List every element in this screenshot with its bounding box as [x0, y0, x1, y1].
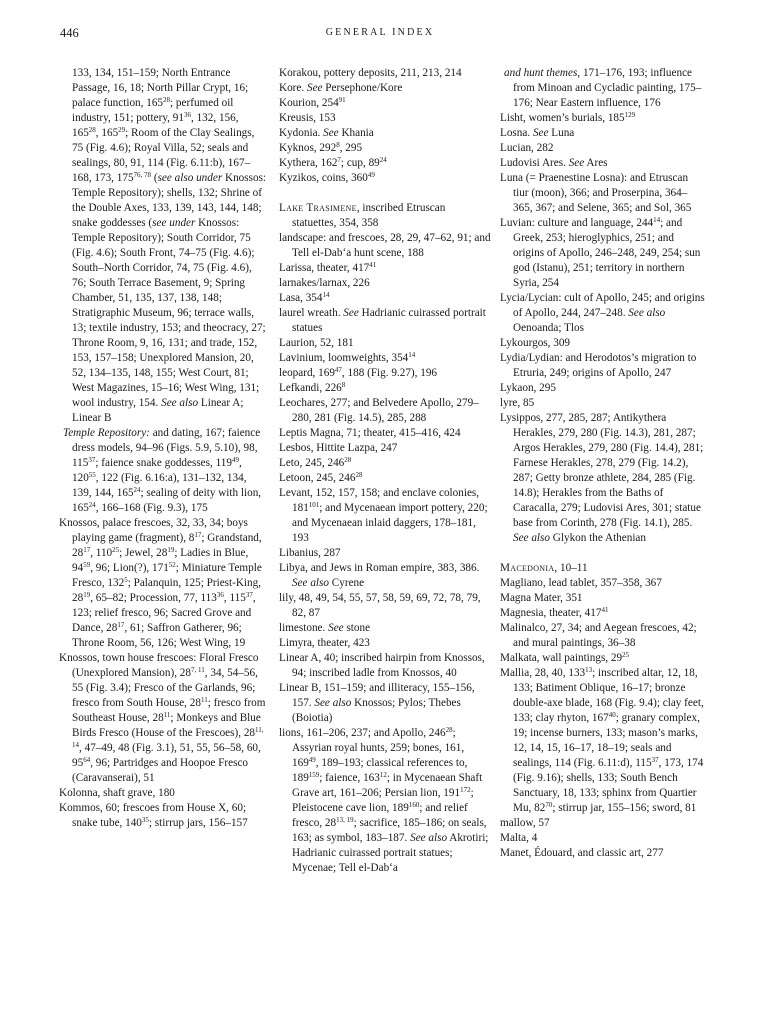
index-entry: Leto, 245, $246^{28}$ [279, 456, 352, 469]
index-entry: Mallia, 28, 40, $133^{13}$; inscribed altar, 12, 18, 133; Batiment Oblique, 16–17; bronze double-axe blade, 168 (Fig. 9.4); clay feet, 133; clay rhyton, $167^{40}$; granary complex, 19; incense burners, 133; mason’s marks, 12, 14, 15, 16–17, 18–19; seals and sealings, 114 (Fig. 6.11:d), $115^{37}$, 173, 174 (Fig. 9.16); shells, 133; South Bench Sanctuary, 18, 133; sphinx from Quartier Mu, $82^{70}$; stirrup jar, 155–156; sword, 81 [500, 666, 704, 814]
index-entry: Korakou, pottery deposits, 211, 213, 214 [279, 67, 462, 79]
index-entry: Kydonia. See Khania [279, 127, 374, 139]
index-entry: Knossos, palace frescoes, 32, 33, 34; boys playing game (fragment), $8^{17}$; Grandstand, $28^{17}$, $110^{25}$; Jewel, $28^{19}$; Ladies in Blue, $94^{59}$, 96; Lion(?), $171^{52}$; Miniature Temple Fresco, $132^5$; Palanquin, 125; Priest-King, $28^{19}$, 65–82; Procession, 77, $113^{36}$, $115^{37}$, 123; relief fresco, 96; Sacred Grove and Dance, $28^{17}$, 61; Saffron Gatherer, 96; Throne Room, 56, 126; West Wing, 19 [59, 517, 262, 649]
index-entry: Lisht, women’s burials, $185^{129}$ [500, 111, 636, 124]
index-entry: Manet, Édouard, and classic art, 277 [500, 847, 664, 859]
index-entry: laurel wreath. See Hadrianic cuirassed portrait statues [279, 307, 486, 334]
index-entry: limestone. See stone [279, 622, 371, 634]
index-column-1 [59, 66, 267, 831]
page-header [60, 26, 700, 46]
index-entry: Malkata, wall paintings, $29^{25}$ [500, 651, 630, 664]
index-entry: Kyknos, $292^8$, 295 [279, 141, 363, 154]
index-entry: Ludovisi Ares. See Ares [500, 157, 608, 169]
index-column-3 [500, 66, 705, 861]
index-entry: Lycia/Lycian: cult of Apollo, 245; and origins of Apollo, 244, 247–248. See also Oenoanda; Tlos [500, 292, 705, 334]
index-entry: Larissa, theater, $417^{41}$ [279, 261, 377, 274]
index-entry: Kyzikos, coins, $360^{49}$ [279, 171, 375, 184]
index-entry: Lake Trasimene, inscribed Etruscan statuettes, 354, 358 [279, 202, 446, 229]
index-entry: Letoon, 245, $246^{28}$ [279, 471, 363, 484]
index-entry: mallow, 57 [500, 817, 550, 829]
index-entry: Malinalco, 27, 34; and Aegean frescoes, 42; and mural paintings, 36–38 [500, 622, 697, 649]
index-entry: Knossos, town house frescoes: Floral Fresco (Unexplored Mansion), 28$^{7, 11}$, 34, 54–56, 55 (Fig. 3.4); Fresco of the Garlands, 96; fresco from South House, $28^{11}$; fresco from Southeast House, $28^{11}$; Monkeys and Blue Birds Fresco (House of the Frescoes), 28$^{11, 14}$, 47–49, 48 (Fig. 3.1), 51, 55, 56–58, 60, $95^{64}$, 96; Partridges and Hoopoe Fresco (Caravanserai), 51 [59, 652, 266, 784]
index-entry: Kolonna, shaft grave, 180 [59, 787, 175, 799]
index-entry: Lykourgos, 309 [500, 337, 571, 349]
index-entry: leopard, $169^{47}$, 188 (Fig. 9.27), 196 [279, 366, 438, 379]
index-entry: Limyra, theater, 423 [279, 637, 370, 649]
index-entry: Lucian, 282 [500, 142, 554, 154]
index-entry: Macedonia, 10–11 [500, 562, 588, 574]
index-entry: Temple Repository: and dating, 167; faience dress models, 94–96 (Figs. 5.9, 5.10), 98, $115^{37}$; faience snake goddesses, $119^{49}$, $120^{55}$, 122 (Fig. 6.16:a), 131–132, 134, 139, 144, $165^{24}$; sealing of deity with lion, $165^{24}$, 166–168 (Fig. 9.3), 175 [63, 427, 262, 514]
index-entry: Leptis Magna, 71; theater, 415–416, 424 [279, 427, 461, 439]
index-entry: Lavinium, loomweights, $354^{14}$ [279, 351, 416, 364]
index-entry: Lesbos, Hittite Lazpa, 247 [279, 442, 398, 454]
index-entry: lions, 161–206, 237; and Apollo, $246^{28}$; Assyrian royal hunts, 259; bones, 161, $169^{49}$, 189–193; classical references to, $189^{159}$; faience, $163^{12}$; in Mycenaean Shaft Grave art, 161–206; Persian lion, $191^{172}$; Pleistocene cave lion, $189^{160}$; and relief fresco, 28$^{13, 19}$; sacrifice, 185–186; on seals, 163; as symbol, 183–187. See also Akrotiri; Hadrianic cuirassed portrait statues; Mycenae; Tell el-Dab‘a [279, 726, 489, 874]
index-entry: Levant, 152, 157, 158; and enclave colonies, $181^{101}$; and Mycenaean import pottery, 220; and Mycenaean inlaid daggers, 178–181, 193 [279, 487, 488, 544]
index-entry: lily, 48, 49, 54, 55, 57, 58, 59, 69, 72, 78, 79, 82, 87 [279, 592, 481, 619]
index-entry: Lydia/Lydian: and Herodotos’s migration to Etruria, 249; origins of Apollo, 247 [500, 352, 697, 379]
index-entry: Lasa, $354^{14}$ [279, 291, 330, 304]
index-entry: Luvian: culture and language, $244^{14}$; and Greek, 253; hieroglyphics, 251; and origins of Apollo, 246–248, 249, 254; sun god (Istanu), 251; territory in northern Syria, 254 [500, 216, 701, 289]
index-entry: lyre, 85 [500, 397, 535, 409]
index-entry: Libanius, 287 [279, 547, 341, 559]
index-entry: landscape: and frescoes, 28, 29, 47–62, 91; and Tell el-Dab‘a hunt scene, 188 [279, 232, 491, 259]
page-number: 446 [60, 26, 79, 40]
index-entry: Kore. See Persephone/Kore [279, 82, 403, 94]
index-entry: Kreusis, 153 [279, 112, 336, 124]
index-entry: Kourion, $254^{91}$ [279, 96, 346, 109]
index-entry: Kommos, 60; frescoes from House X, 60; snake tube, $140^{35}$; stirrup jars, 156–157 [59, 802, 248, 829]
index-entry: Libya, and Jews in Roman empire, 383, 386. See also Cyrene [279, 562, 480, 589]
index-entry: Losna. See Luna [500, 127, 575, 139]
index-entry: Kythera, $162^7$; cup, $89^{24}$ [279, 156, 387, 169]
index-column-2 [279, 66, 491, 876]
index-entry: and hunt themes, 171–176, 193; influence from Minoan and Cycladic painting, 175–176; Near Eastern influence, 176 [504, 67, 702, 109]
index-entry: Lykaon, 295 [500, 382, 556, 394]
index-entry: Lysippos, 277, 285, 287; Antikythera Herakles, 279, 280 (Fig. 14.3), 281, 287; Argos Herakles, 279, 280 (Fig. 14.4), 281; Farnese Herakles, 278, 279 (Fig. 14.2), 287; Getty bronze athlete, 284, 285 (Fig. 14.8); Herakles from the Baths of Caracalla, 279; Ludovisi Ares, 301; statue base from Corinth, 278 (Fig. 14.1), 285. See also Glykon the Athenian [500, 412, 704, 544]
running-head: GENERAL INDEX [325, 27, 435, 38]
index-entry: Lefkandi, $226^8$ [279, 381, 346, 394]
index-entry: Linear A, 40; inscribed hairpin from Knossos, 94; inscribed ladle from Knossos, 40 [279, 652, 485, 679]
index-entry: Magliano, lead tablet, 357–358, 367 [500, 577, 662, 589]
index-entry: Luna (= Praenestine Losna): and Etruscan tiur (moon), 366; and Proserpina, 364–365, 367; and Selene, 365; and Sol, 365 [500, 172, 692, 214]
index-entry: Malta, 4 [500, 832, 538, 844]
index-entry: Linear B, 151–159; and illiteracy, 155–156, 157. See also Knossos; Pylos; Thebes (Boiotia) [279, 682, 475, 724]
index-entry: 133, 134, 151–159; North Entrance Passage, 16, 18; North Pillar Crypt, 16; palace function, $165^{28}$; perfumed oil industry, 151; pottery, $91^{36}$, 132, 156, $165^{28}$, $165^{29}$; Room of the Clay Sealings, 75 (Fig. 4.6); Royal Villa, 52; seals and sealings, 80, 91, 114 (Fig. 6.11:b), 167–168, 173, 175$^{76, 78}$ (see also under Knossos: Temple Repository); shells, 132; Shrine of the Double Axes, 133, 139, 143, 144, 148; snake goddesses (see under Knossos: Temple Repository); South Corridor, 75 (Fig. 4.6); South Front, 74–75 (Fig. 4.6); South–North Corridor, 74, 75 (Fig. 4.6), 76; South Terrace Basement, 9; Spring Chamber, 51, 135, 137, 138, 148; Stratigraphic Museum, 96; terrace walls, 13; textile industry, 153; and theocracy, 27; Throne Room, 9, 16, 131; and trade, 152, 153, 157–158; Unexplored Mansion, 20, 52, 134–135, 148, 155; West Court, 81; West Magazines, 15–16; West Wing, 131; wool industry, 154. See also Linear A; Linear B [72, 67, 267, 424]
index-entry: Leochares, 277; and Belvedere Apollo, 279–280, 281 (Fig. 14.5), 285, 288 [279, 397, 479, 424]
index-entry: Magna Mater, 351 [500, 592, 583, 604]
index-entry: larnakes/larnax, 226 [279, 277, 370, 289]
index-entry: Laurion, 52, 181 [279, 337, 354, 349]
index-entry: Magnesia, theater, $417^{41}$ [500, 606, 609, 619]
